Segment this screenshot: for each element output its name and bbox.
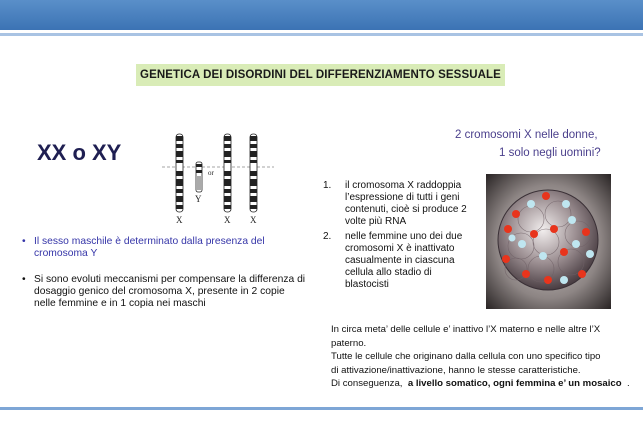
bullet-text: Il sesso maschile è determinato dalla presenza del cromosoma Y: [34, 236, 265, 259]
paragraph-line: [331, 377, 631, 391]
question-heading: [455, 126, 615, 162]
chromosome-x1: [176, 134, 183, 212]
conclusion-bold: a livello somatico, ogni femmina e’ un mosaico: [407, 378, 622, 389]
question-line-1: 2 cromosomi X nelle donne,: [455, 129, 598, 141]
item-number: 2.: [323, 231, 332, 242]
chromosome-x3: [250, 134, 257, 212]
item-text: nelle femmine uno dei due cromosomi X è inattivato casualmente in ciascuna cellula allo stadio di blastocisti: [345, 231, 463, 290]
paragraph-line: di attivazione/inattivazione, hanno le stesse caratteristiche.: [331, 364, 581, 376]
paragraph-line: paterno.: [331, 337, 367, 349]
item-number: 1.: [323, 180, 332, 191]
numbered-list: [323, 180, 478, 294]
bullet-item: [22, 236, 307, 260]
chromosome-figure: [162, 130, 274, 226]
blastocyst-image: [486, 174, 611, 309]
header-rule: [0, 33, 643, 36]
label-x2: X: [224, 215, 231, 225]
bullet-dot-icon: •: [22, 236, 26, 247]
footer-rule: [0, 407, 643, 410]
bullet-text: Si sono evoluti meccanismi per compensare la differenza di dosaggio genico del cromosoma X, presente in 2 copie nelle femmine e in 1 copia nei maschi: [34, 274, 306, 309]
chromosome-x2: [224, 134, 231, 212]
chromosome-y: [196, 162, 202, 192]
slide-title: GENETICA DEI DISORDINI DEL DIFFERENZIAMENTO SESSUALE: [136, 64, 505, 86]
conclusion-suffix: .: [626, 378, 630, 389]
header-bar: [0, 0, 643, 30]
label-y: Y: [195, 194, 202, 204]
conclusion-prefix: Di conseguenza,: [331, 378, 403, 389]
question-line-2: 1 solo negli uomini?: [499, 147, 601, 159]
bullet-item: [22, 274, 307, 310]
label-or: or: [208, 169, 214, 177]
bullet-dot-icon: •: [22, 274, 26, 285]
xx-xy-heading: XX o XY: [37, 140, 122, 165]
body-paragraph: [331, 323, 631, 391]
paragraph-line: In circa meta’ delle cellule e’ inattivo l’X materno e nelle altre l’X: [331, 324, 601, 335]
numbered-item: [323, 231, 478, 291]
numbered-item: [323, 180, 478, 228]
label-x1: X: [176, 215, 183, 225]
label-x3: X: [250, 215, 257, 225]
paragraph-line: Tutte le cellule che originano dalla cellula con uno specifico tipo: [331, 351, 601, 362]
item-text: il cromosoma X raddoppia l’espressione di tutti i geni contenuti, cioè si produce 2 volte più RNA: [345, 180, 467, 227]
bullet-list: [22, 236, 307, 318]
